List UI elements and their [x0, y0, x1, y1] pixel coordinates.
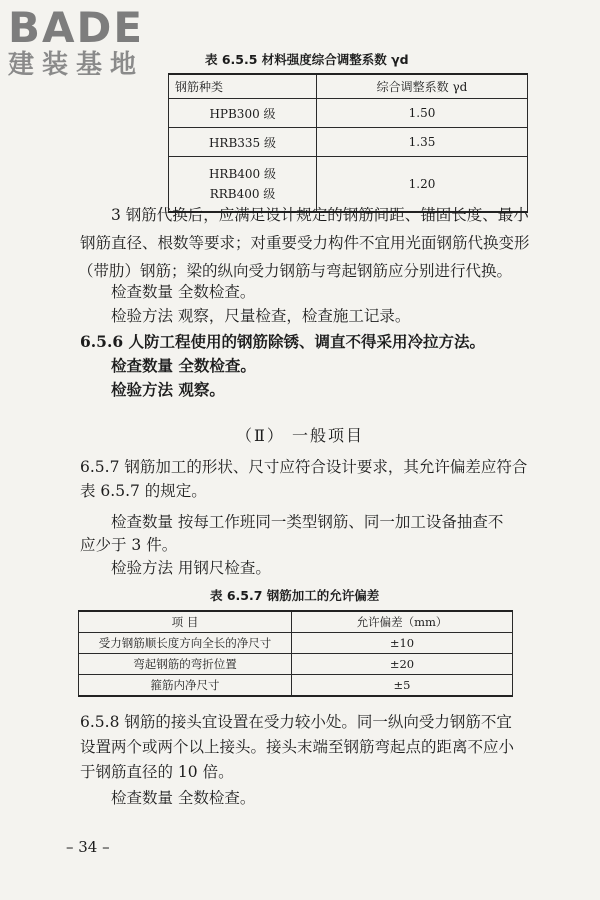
table-cell: 箍筋内净尺寸 [79, 675, 292, 697]
paragraph-line: 应少于 3 件。 [80, 536, 178, 554]
table-row [79, 633, 513, 654]
table-header-cell: 综合调整系数 γd [317, 74, 528, 99]
clause-6-5-8: 6.5.8 钢筋的接头宜设置在受力较小处。同一纵向受力钢筋不宜 [80, 713, 512, 731]
table-row [79, 654, 513, 675]
table-header-row [79, 611, 513, 633]
table-cell: ±5 [292, 675, 513, 697]
table-6-5-5 [168, 73, 528, 213]
clause-6-5-7: 6.5.7 钢筋加工的形状、尺寸应符合设计要求，其允许偏差应符合 [80, 458, 528, 476]
table-header-cell: 允许偏差（mm） [292, 611, 513, 633]
table-row [169, 99, 528, 128]
clause-6-5-6: 6.5.6 人防工程使用的钢筋除锈、调直不得采用冷拉方法。 [80, 332, 486, 351]
paragraph-line: 检验方法 用钢尺检查。 [111, 559, 271, 577]
table-cell: 受力钢筋顺长度方向全长的净尺寸 [79, 633, 292, 654]
table-cell: 1.35 [317, 128, 528, 157]
table-cell: ±10 [292, 633, 513, 654]
table-cell: HPB300 级 [169, 99, 317, 128]
table-cell: 1.20 [317, 157, 528, 213]
table-row [79, 675, 513, 697]
paragraph-line: 3 钢筋代换后，应满足设计规定的钢筋间距、锚固长度、最小 [111, 206, 529, 224]
paragraph-line: 设置两个或两个以上接头。接头末端至钢筋弯起点的距离不应小 [80, 738, 515, 756]
table-header-row [169, 74, 528, 99]
table-header-cell: 钢筋种类 [169, 74, 317, 99]
table-row [169, 157, 528, 213]
paragraph-line: 于钢筋直径的 10 倍。 [80, 763, 234, 781]
table-cell: HRB335 级 [169, 128, 317, 157]
table-cell: ±20 [292, 654, 513, 675]
paragraph-line: 表 6.5.7 的规定。 [80, 482, 207, 500]
table-6-5-7 [78, 610, 513, 697]
logo-subtext: 建装基地 [8, 50, 145, 80]
paragraph-line: 检查数量 全数检查。 [111, 356, 256, 375]
paragraph-line: 钢筋直径、根数等要求；对重要受力构件不宜用光面钢筋代换变形 [80, 234, 530, 252]
paragraph-line: 检查数量 按每工作班同一类型钢筋、同一加工设备抽查不 [111, 513, 504, 531]
table-6-5-7-caption: 表 6.5.7 钢筋加工的允许偏差 [210, 588, 380, 603]
paragraph-line: 检查数量 全数检查。 [111, 789, 256, 807]
paragraph-line: 检验方法 观察，尺量检查，检查施工记录。 [111, 307, 411, 325]
paragraph-line: 检验方法 观察。 [111, 380, 225, 399]
paragraph-line: 检查数量 全数检查。 [111, 283, 256, 301]
page-number: – 34 – [66, 838, 110, 856]
table-cell-line: RRB400 级 [209, 187, 276, 201]
table-cell: 弯起钢筋的弯折位置 [79, 654, 292, 675]
table-header-cell: 项 目 [79, 611, 292, 633]
table-cell-line: HRB400 级 [208, 167, 277, 181]
table-cell [169, 157, 317, 213]
paragraph-line: （带肋）钢筋；梁的纵向受力钢筋与弯起钢筋应分别进行代换。 [78, 262, 513, 280]
watermark-logo [8, 3, 178, 80]
table-row [169, 128, 528, 157]
logo-text: BADE [8, 3, 145, 52]
table-cell: 1.50 [317, 99, 528, 128]
table-6-5-5-caption: 表 6.5.5 材料强度综合调整系数 γd [205, 52, 409, 67]
section-heading: （Ⅱ） 一般项目 [236, 426, 364, 445]
